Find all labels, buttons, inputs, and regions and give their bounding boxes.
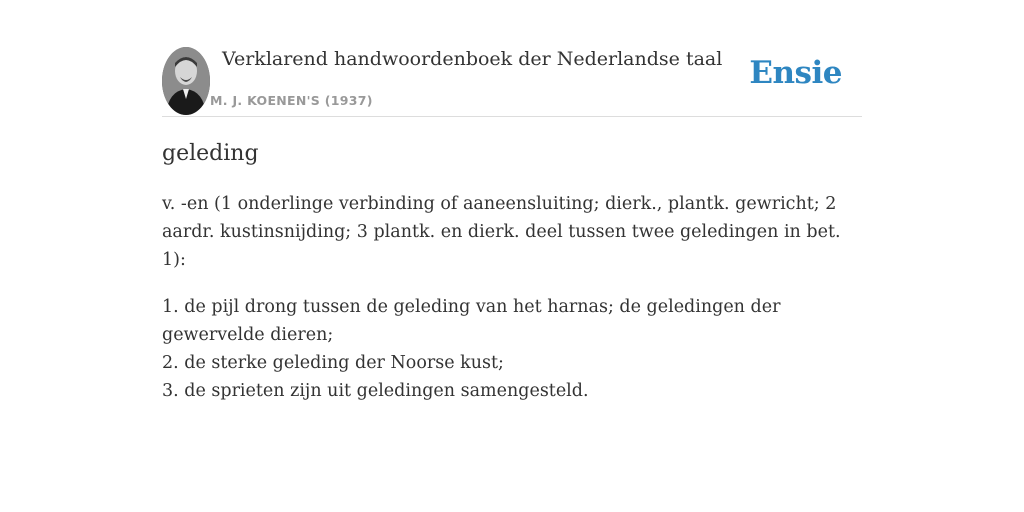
entry-examples (162, 293, 862, 405)
entry-definition: v. -en (1 onderlinge verbinding of aaneensluiting; dierk., plantk. gewricht; 2 aardr. kustinsnijding; 3 plantk. en dierk. deel tussen twee geledingen in bet. 1): (162, 194, 841, 270)
example-line: 3. de sprieten zijn uit geledingen samengesteld. (162, 381, 589, 401)
dictionary-subtitle: M. J. KOENEN'S (1937) (210, 93, 373, 108)
dictionary-header (162, 46, 862, 117)
example-line: 2. de sterke geleding der Noorse kust; (162, 353, 504, 373)
dictionary-title: Verklarend handwoordenboek der Nederlandse taal (222, 48, 723, 70)
ensie-logo-link[interactable]: Ensie (749, 55, 842, 91)
entry-content (162, 138, 862, 405)
example-line: 1. de pijl drong tussen de geleding van het harnas; de geledingen der gewervelde dieren; (162, 297, 781, 345)
entry-headword: geleding (162, 141, 259, 166)
author-portrait-icon (162, 47, 210, 115)
